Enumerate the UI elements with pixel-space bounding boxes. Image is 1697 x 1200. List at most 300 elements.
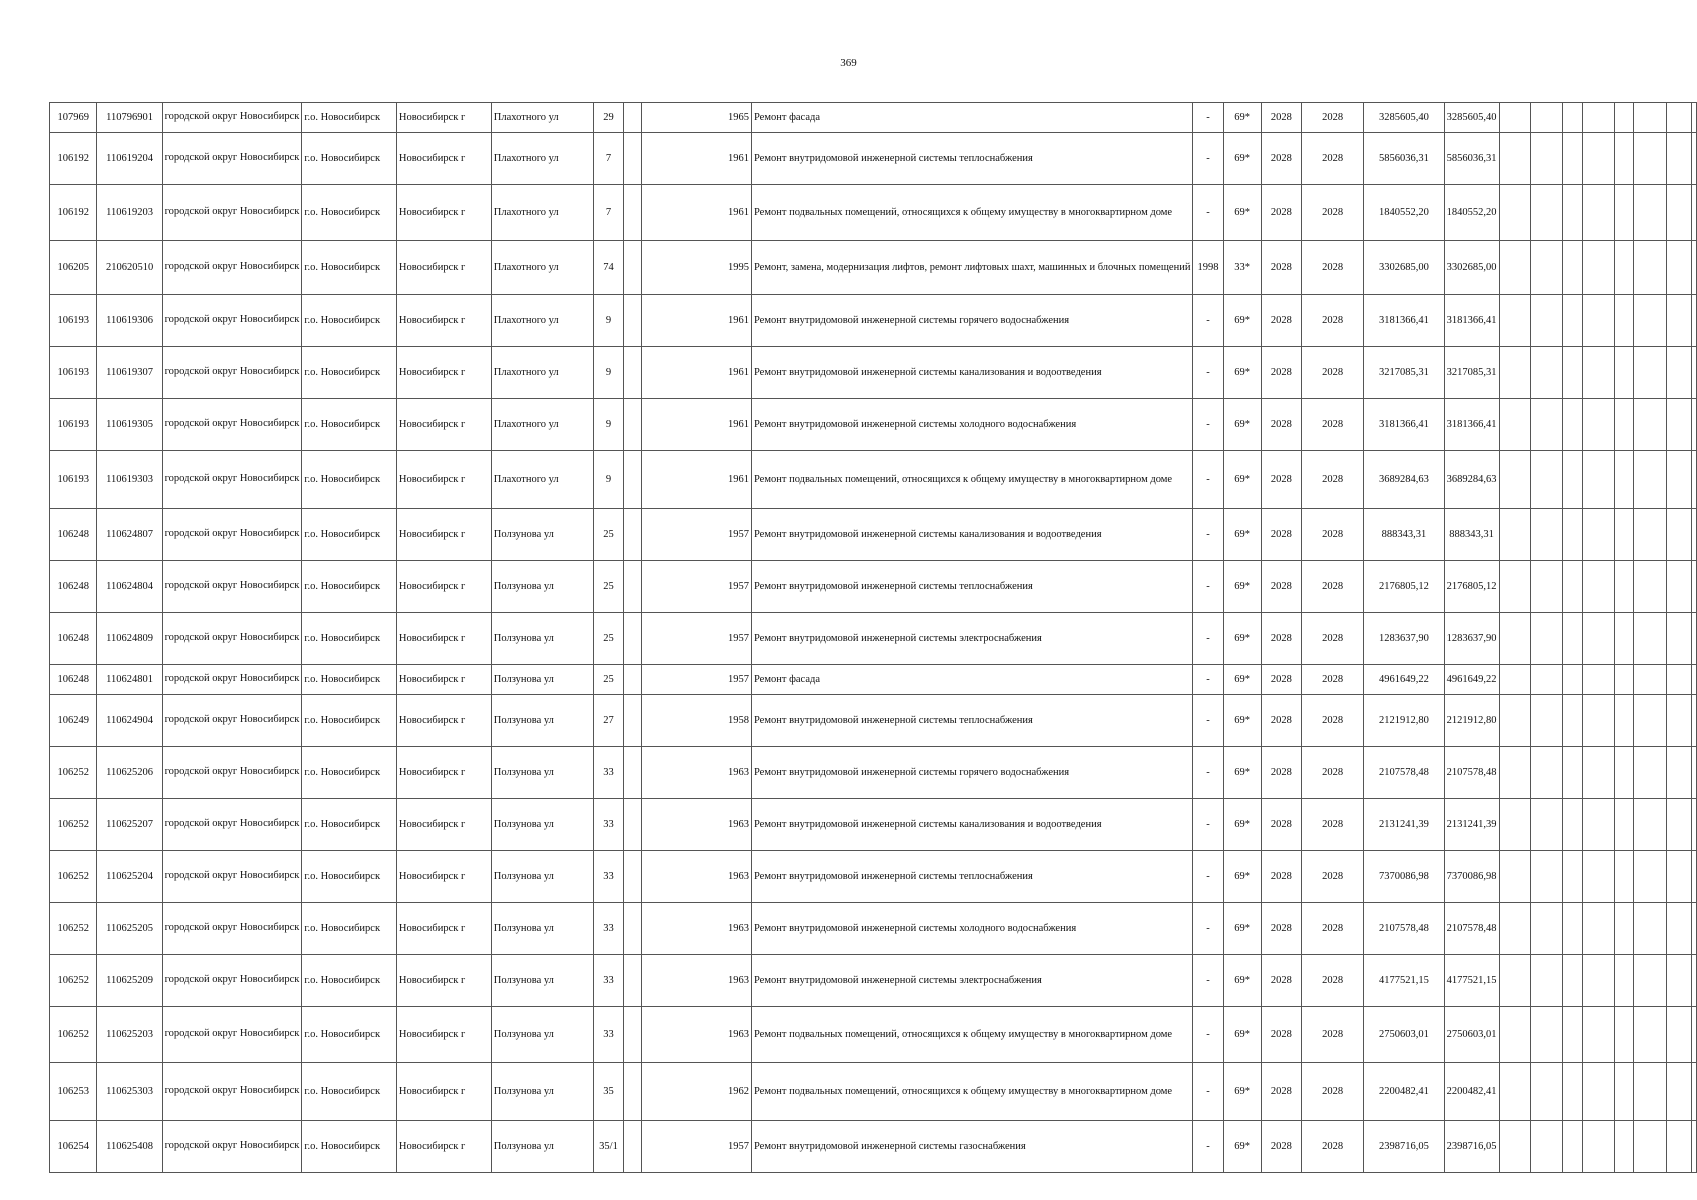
cell-work-type: Ремонт внутридомовой инженерной системы электроснабжения bbox=[751, 613, 1192, 665]
cell-empty bbox=[1562, 103, 1582, 133]
table-row bbox=[50, 695, 1697, 747]
cell-empty bbox=[1692, 399, 1697, 451]
cell-object-id: 106192 bbox=[50, 185, 97, 241]
cell-empty bbox=[1614, 613, 1634, 665]
table-row bbox=[50, 665, 1697, 695]
cell-building bbox=[623, 903, 641, 955]
cell-street: Плахотного ул bbox=[491, 185, 594, 241]
cell-empty bbox=[1562, 1007, 1582, 1063]
table-row bbox=[50, 1121, 1697, 1173]
cell-plan-year: 2028 bbox=[1261, 695, 1301, 747]
cell-last-repair-year: - bbox=[1193, 451, 1223, 509]
cell-empty bbox=[1634, 347, 1667, 399]
cell-municipal-district: городской округ Новосибирск bbox=[162, 241, 302, 295]
cell-total-cost: 2121912,80 bbox=[1444, 695, 1499, 747]
cell-house-number: 25 bbox=[594, 561, 623, 613]
cell-object-id: 106252 bbox=[50, 1007, 97, 1063]
cell-building bbox=[623, 1007, 641, 1063]
cell-empty bbox=[1634, 561, 1667, 613]
cell-empty bbox=[1667, 695, 1692, 747]
cell-street: Ползунова ул bbox=[491, 509, 594, 561]
cell-building bbox=[623, 955, 641, 1007]
cell-city: Новосибирск г bbox=[396, 799, 491, 851]
cell-empty bbox=[1614, 399, 1634, 451]
page-number: 369 bbox=[840, 57, 857, 69]
cell-cost: 3285605,40 bbox=[1364, 103, 1444, 133]
cell-empty bbox=[1614, 185, 1634, 241]
cell-empty bbox=[1582, 347, 1614, 399]
cell-street: Ползунова ул bbox=[491, 747, 594, 799]
cell-object-id: 106252 bbox=[50, 955, 97, 1007]
cell-work-type: Ремонт внутридомовой инженерной системы канализования и водоотведения bbox=[751, 509, 1192, 561]
cell-empty bbox=[1531, 799, 1563, 851]
cell-empty bbox=[1582, 295, 1614, 347]
cell-municipal-district: городской округ Новосибирск bbox=[162, 133, 302, 185]
cell-object-id: 106252 bbox=[50, 747, 97, 799]
table-row bbox=[50, 1007, 1697, 1063]
cell-build-year: 1963 bbox=[641, 799, 751, 851]
cell-total-cost: 3689284,63 bbox=[1444, 451, 1499, 509]
cell-work-code: 110625204 bbox=[97, 851, 162, 903]
cell-build-year: 1962 bbox=[641, 1063, 751, 1121]
register-table bbox=[49, 102, 1697, 1173]
cell-cost: 2131241,39 bbox=[1364, 799, 1444, 851]
cell-settlement: г.о. Новосибирск bbox=[302, 955, 397, 1007]
cell-city: Новосибирск г bbox=[396, 561, 491, 613]
cell-fact-year: 2028 bbox=[1301, 561, 1363, 613]
cell-work-code: 110619303 bbox=[97, 451, 162, 509]
cell-empty bbox=[1562, 295, 1582, 347]
cell-empty bbox=[1667, 347, 1692, 399]
cell-object-id: 106248 bbox=[50, 561, 97, 613]
cell-settlement: г.о. Новосибирск bbox=[302, 561, 397, 613]
cell-settlement: г.о. Новосибирск bbox=[302, 347, 397, 399]
cell-empty bbox=[1614, 241, 1634, 295]
cell-city: Новосибирск г bbox=[396, 347, 491, 399]
cell-empty bbox=[1531, 747, 1563, 799]
cell-fact-year: 2028 bbox=[1301, 695, 1363, 747]
cell-empty bbox=[1499, 347, 1531, 399]
cell-build-year: 1963 bbox=[641, 851, 751, 903]
cell-empty bbox=[1692, 133, 1697, 185]
cell-empty bbox=[1692, 295, 1697, 347]
cell-city: Новосибирск г bbox=[396, 1007, 491, 1063]
cell-empty bbox=[1531, 451, 1563, 509]
cell-empty bbox=[1634, 185, 1667, 241]
cell-street: Ползунова ул bbox=[491, 665, 594, 695]
cell-empty bbox=[1614, 955, 1634, 1007]
cell-empty bbox=[1582, 103, 1614, 133]
cell-empty bbox=[1614, 561, 1634, 613]
table-row bbox=[50, 955, 1697, 1007]
cell-empty bbox=[1582, 955, 1614, 1007]
cell-empty bbox=[1614, 747, 1634, 799]
cell-cost: 1283637,90 bbox=[1364, 613, 1444, 665]
cell-house-number: 7 bbox=[594, 185, 623, 241]
cell-empty bbox=[1614, 851, 1634, 903]
cell-empty bbox=[1582, 695, 1614, 747]
cell-object-id: 106252 bbox=[50, 851, 97, 903]
cell-plan-year: 2028 bbox=[1261, 613, 1301, 665]
cell-plan-year: 2028 bbox=[1261, 665, 1301, 695]
cell-empty bbox=[1531, 241, 1563, 295]
cell-empty bbox=[1614, 295, 1634, 347]
cell-empty bbox=[1692, 185, 1697, 241]
cell-empty bbox=[1667, 1063, 1692, 1121]
cell-empty bbox=[1667, 399, 1692, 451]
cell-wear: 69* bbox=[1223, 695, 1261, 747]
cell-building bbox=[623, 851, 641, 903]
cell-city: Новосибирск г bbox=[396, 509, 491, 561]
cell-municipal-district: городской округ Новосибирск bbox=[162, 799, 302, 851]
cell-total-cost: 3302685,00 bbox=[1444, 241, 1499, 295]
cell-house-number: 35/1 bbox=[594, 1121, 623, 1173]
cell-empty bbox=[1634, 451, 1667, 509]
cell-object-id: 106253 bbox=[50, 1063, 97, 1121]
cell-empty bbox=[1634, 695, 1667, 747]
cell-fact-year: 2028 bbox=[1301, 613, 1363, 665]
cell-city: Новосибирск г bbox=[396, 399, 491, 451]
cell-empty bbox=[1499, 509, 1531, 561]
cell-wear: 69* bbox=[1223, 1063, 1261, 1121]
cell-cost: 1840552,20 bbox=[1364, 185, 1444, 241]
cell-work-type: Ремонт фасада bbox=[751, 665, 1192, 695]
cell-total-cost: 3217085,31 bbox=[1444, 347, 1499, 399]
cell-empty bbox=[1562, 903, 1582, 955]
cell-work-code: 110619204 bbox=[97, 133, 162, 185]
cell-settlement: г.о. Новосибирск bbox=[302, 1063, 397, 1121]
cell-cost: 5856036,31 bbox=[1364, 133, 1444, 185]
cell-municipal-district: городской округ Новосибирск bbox=[162, 747, 302, 799]
cell-last-repair-year: - bbox=[1193, 695, 1223, 747]
cell-wear: 69* bbox=[1223, 103, 1261, 133]
cell-wear: 69* bbox=[1223, 561, 1261, 613]
cell-build-year: 1961 bbox=[641, 133, 751, 185]
cell-empty bbox=[1531, 133, 1563, 185]
cell-empty bbox=[1499, 903, 1531, 955]
cell-house-number: 33 bbox=[594, 799, 623, 851]
cell-empty bbox=[1692, 1007, 1697, 1063]
cell-settlement: г.о. Новосибирск bbox=[302, 399, 397, 451]
cell-house-number: 25 bbox=[594, 665, 623, 695]
cell-empty bbox=[1634, 955, 1667, 1007]
cell-wear: 69* bbox=[1223, 613, 1261, 665]
cell-cost: 3689284,63 bbox=[1364, 451, 1444, 509]
cell-empty bbox=[1531, 903, 1563, 955]
cell-empty bbox=[1531, 561, 1563, 613]
cell-municipal-district: городской округ Новосибирск bbox=[162, 347, 302, 399]
cell-empty bbox=[1531, 509, 1563, 561]
cell-plan-year: 2028 bbox=[1261, 185, 1301, 241]
cell-municipal-district: городской округ Новосибирск bbox=[162, 509, 302, 561]
cell-house-number: 35 bbox=[594, 1063, 623, 1121]
cell-empty bbox=[1562, 695, 1582, 747]
cell-fact-year: 2028 bbox=[1301, 399, 1363, 451]
cell-empty bbox=[1582, 851, 1614, 903]
cell-empty bbox=[1562, 399, 1582, 451]
cell-empty bbox=[1667, 451, 1692, 509]
cell-empty bbox=[1531, 1063, 1563, 1121]
cell-empty bbox=[1614, 1063, 1634, 1121]
cell-last-repair-year: - bbox=[1193, 399, 1223, 451]
cell-building bbox=[623, 747, 641, 799]
cell-street: Ползунова ул bbox=[491, 851, 594, 903]
cell-last-repair-year: - bbox=[1193, 747, 1223, 799]
cell-total-cost: 3181366,41 bbox=[1444, 399, 1499, 451]
cell-object-id: 106205 bbox=[50, 241, 97, 295]
cell-wear: 69* bbox=[1223, 903, 1261, 955]
cell-plan-year: 2028 bbox=[1261, 799, 1301, 851]
table-row bbox=[50, 451, 1697, 509]
cell-total-cost: 2176805,12 bbox=[1444, 561, 1499, 613]
cell-empty bbox=[1582, 133, 1614, 185]
cell-last-repair-year: - bbox=[1193, 1007, 1223, 1063]
cell-empty bbox=[1531, 1007, 1563, 1063]
cell-empty bbox=[1531, 185, 1563, 241]
cell-settlement: г.о. Новосибирск bbox=[302, 133, 397, 185]
cell-work-code: 110624804 bbox=[97, 561, 162, 613]
cell-empty bbox=[1582, 613, 1614, 665]
cell-object-id: 106248 bbox=[50, 613, 97, 665]
cell-empty bbox=[1531, 347, 1563, 399]
cell-municipal-district: городской округ Новосибирск bbox=[162, 103, 302, 133]
cell-fact-year: 2028 bbox=[1301, 747, 1363, 799]
cell-empty bbox=[1692, 1121, 1697, 1173]
table-row bbox=[50, 1063, 1697, 1121]
cell-empty bbox=[1499, 851, 1531, 903]
cell-build-year: 1957 bbox=[641, 509, 751, 561]
cell-settlement: г.о. Новосибирск bbox=[302, 665, 397, 695]
cell-plan-year: 2028 bbox=[1261, 955, 1301, 1007]
cell-empty bbox=[1531, 695, 1563, 747]
cell-empty bbox=[1667, 747, 1692, 799]
cell-empty bbox=[1499, 613, 1531, 665]
cell-empty bbox=[1667, 799, 1692, 851]
cell-empty bbox=[1667, 665, 1692, 695]
cell-work-type: Ремонт внутридомовой инженерной системы горячего водоснабжения bbox=[751, 295, 1192, 347]
cell-wear: 69* bbox=[1223, 185, 1261, 241]
cell-cost: 4961649,22 bbox=[1364, 665, 1444, 695]
cell-empty bbox=[1692, 695, 1697, 747]
cell-empty bbox=[1582, 1063, 1614, 1121]
cell-building bbox=[623, 103, 641, 133]
cell-municipal-district: городской округ Новосибирск bbox=[162, 185, 302, 241]
cell-work-code: 210620510 bbox=[97, 241, 162, 295]
cell-empty bbox=[1614, 665, 1634, 695]
cell-fact-year: 2028 bbox=[1301, 103, 1363, 133]
cell-plan-year: 2028 bbox=[1261, 451, 1301, 509]
cell-empty bbox=[1634, 665, 1667, 695]
cell-work-type: Ремонт внутридомовой инженерной системы теплоснабжения bbox=[751, 695, 1192, 747]
cell-empty bbox=[1562, 185, 1582, 241]
cell-build-year: 1963 bbox=[641, 955, 751, 1007]
cell-empty bbox=[1499, 747, 1531, 799]
cell-empty bbox=[1634, 747, 1667, 799]
cell-municipal-district: городской округ Новосибирск bbox=[162, 295, 302, 347]
cell-settlement: г.о. Новосибирск bbox=[302, 103, 397, 133]
cell-empty bbox=[1634, 399, 1667, 451]
cell-city: Новосибирск г bbox=[396, 955, 491, 1007]
cell-empty bbox=[1692, 903, 1697, 955]
cell-empty bbox=[1499, 451, 1531, 509]
cell-settlement: г.о. Новосибирск bbox=[302, 695, 397, 747]
cell-wear: 69* bbox=[1223, 451, 1261, 509]
cell-city: Новосибирск г bbox=[396, 185, 491, 241]
cell-plan-year: 2028 bbox=[1261, 1007, 1301, 1063]
cell-empty bbox=[1582, 665, 1614, 695]
cell-empty bbox=[1499, 561, 1531, 613]
cell-building bbox=[623, 133, 641, 185]
cell-empty bbox=[1667, 955, 1692, 1007]
cell-empty bbox=[1667, 561, 1692, 613]
cell-municipal-district: городской округ Новосибирск bbox=[162, 955, 302, 1007]
cell-plan-year: 2028 bbox=[1261, 133, 1301, 185]
cell-total-cost: 2107578,48 bbox=[1444, 903, 1499, 955]
cell-house-number: 29 bbox=[594, 103, 623, 133]
cell-settlement: г.о. Новосибирск bbox=[302, 509, 397, 561]
cell-work-type: Ремонт внутридомовой инженерной системы горячего водоснабжения bbox=[751, 747, 1192, 799]
table-row bbox=[50, 561, 1697, 613]
cell-empty bbox=[1531, 955, 1563, 1007]
cell-empty bbox=[1582, 1121, 1614, 1173]
cell-empty bbox=[1499, 1063, 1531, 1121]
cell-house-number: 9 bbox=[594, 451, 623, 509]
cell-empty bbox=[1562, 955, 1582, 1007]
cell-work-type: Ремонт фасада bbox=[751, 103, 1192, 133]
cell-cost: 3181366,41 bbox=[1364, 295, 1444, 347]
cell-total-cost: 4961649,22 bbox=[1444, 665, 1499, 695]
cell-empty bbox=[1582, 561, 1614, 613]
cell-empty bbox=[1531, 613, 1563, 665]
cell-city: Новосибирск г bbox=[396, 695, 491, 747]
cell-building bbox=[623, 665, 641, 695]
cell-fact-year: 2028 bbox=[1301, 295, 1363, 347]
cell-last-repair-year: - bbox=[1193, 799, 1223, 851]
cell-work-code: 110624801 bbox=[97, 665, 162, 695]
cell-empty bbox=[1499, 133, 1531, 185]
cell-total-cost: 888343,31 bbox=[1444, 509, 1499, 561]
cell-empty bbox=[1692, 955, 1697, 1007]
cell-work-code: 110624807 bbox=[97, 509, 162, 561]
cell-empty bbox=[1692, 561, 1697, 613]
cell-object-id: 106193 bbox=[50, 451, 97, 509]
cell-cost: 2107578,48 bbox=[1364, 903, 1444, 955]
cell-municipal-district: городской округ Новосибирск bbox=[162, 903, 302, 955]
cell-last-repair-year: - bbox=[1193, 1121, 1223, 1173]
cell-object-id: 106193 bbox=[50, 295, 97, 347]
cell-plan-year: 2028 bbox=[1261, 1121, 1301, 1173]
cell-empty bbox=[1499, 399, 1531, 451]
cell-empty bbox=[1692, 613, 1697, 665]
cell-empty bbox=[1614, 509, 1634, 561]
cell-build-year: 1961 bbox=[641, 451, 751, 509]
cell-street: Плахотного ул bbox=[491, 133, 594, 185]
cell-empty bbox=[1562, 799, 1582, 851]
cell-empty bbox=[1634, 613, 1667, 665]
cell-last-repair-year: - bbox=[1193, 561, 1223, 613]
cell-house-number: 9 bbox=[594, 399, 623, 451]
cell-city: Новосибирск г bbox=[396, 851, 491, 903]
cell-wear: 69* bbox=[1223, 747, 1261, 799]
cell-wear: 69* bbox=[1223, 133, 1261, 185]
cell-object-id: 106248 bbox=[50, 509, 97, 561]
cell-empty bbox=[1634, 799, 1667, 851]
cell-work-code: 110625207 bbox=[97, 799, 162, 851]
cell-empty bbox=[1499, 1121, 1531, 1173]
cell-build-year: 1957 bbox=[641, 561, 751, 613]
cell-municipal-district: городской округ Новосибирск bbox=[162, 1121, 302, 1173]
cell-empty bbox=[1692, 851, 1697, 903]
cell-fact-year: 2028 bbox=[1301, 133, 1363, 185]
cell-build-year: 1963 bbox=[641, 903, 751, 955]
cell-street: Ползунова ул bbox=[491, 903, 594, 955]
cell-city: Новосибирск г bbox=[396, 133, 491, 185]
cell-settlement: г.о. Новосибирск bbox=[302, 613, 397, 665]
cell-wear: 69* bbox=[1223, 347, 1261, 399]
cell-house-number: 33 bbox=[594, 747, 623, 799]
cell-empty bbox=[1692, 1063, 1697, 1121]
cell-street: Плахотного ул bbox=[491, 295, 594, 347]
cell-wear: 33* bbox=[1223, 241, 1261, 295]
cell-cost: 4177521,15 bbox=[1364, 955, 1444, 1007]
cell-last-repair-year: - bbox=[1193, 1063, 1223, 1121]
cell-municipal-district: городской округ Новосибирск bbox=[162, 665, 302, 695]
cell-empty bbox=[1667, 1121, 1692, 1173]
cell-work-code: 110625205 bbox=[97, 903, 162, 955]
cell-empty bbox=[1562, 241, 1582, 295]
cell-settlement: г.о. Новосибирск bbox=[302, 241, 397, 295]
cell-empty bbox=[1582, 509, 1614, 561]
cell-building bbox=[623, 295, 641, 347]
cell-plan-year: 2028 bbox=[1261, 295, 1301, 347]
cell-last-repair-year: - bbox=[1193, 851, 1223, 903]
cell-empty bbox=[1614, 133, 1634, 185]
cell-cost: 2750603,01 bbox=[1364, 1007, 1444, 1063]
cell-city: Новосибирск г bbox=[396, 903, 491, 955]
cell-work-type: Ремонт внутридомовой инженерной системы теплоснабжения bbox=[751, 851, 1192, 903]
cell-empty bbox=[1562, 1121, 1582, 1173]
cell-wear: 69* bbox=[1223, 851, 1261, 903]
cell-empty bbox=[1582, 399, 1614, 451]
cell-work-type: Ремонт подвальных помещений, относящихся к общему имуществу в многоквартирном доме bbox=[751, 451, 1192, 509]
cell-empty bbox=[1499, 695, 1531, 747]
cell-empty bbox=[1667, 509, 1692, 561]
cell-work-code: 110619306 bbox=[97, 295, 162, 347]
cell-building bbox=[623, 451, 641, 509]
cell-house-number: 9 bbox=[594, 295, 623, 347]
cell-fact-year: 2028 bbox=[1301, 955, 1363, 1007]
cell-building bbox=[623, 399, 641, 451]
table-row bbox=[50, 103, 1697, 133]
cell-work-code: 110619305 bbox=[97, 399, 162, 451]
cell-empty bbox=[1582, 1007, 1614, 1063]
cell-work-code: 110624904 bbox=[97, 695, 162, 747]
cell-municipal-district: городской округ Новосибирск bbox=[162, 613, 302, 665]
cell-city: Новосибирск г bbox=[396, 613, 491, 665]
cell-total-cost: 1283637,90 bbox=[1444, 613, 1499, 665]
cell-building bbox=[623, 241, 641, 295]
cell-wear: 69* bbox=[1223, 1007, 1261, 1063]
table-row bbox=[50, 399, 1697, 451]
cell-city: Новосибирск г bbox=[396, 1063, 491, 1121]
cell-last-repair-year: - bbox=[1193, 103, 1223, 133]
cell-empty bbox=[1692, 241, 1697, 295]
cell-building bbox=[623, 613, 641, 665]
cell-empty bbox=[1692, 103, 1697, 133]
cell-house-number: 25 bbox=[594, 613, 623, 665]
cell-empty bbox=[1531, 665, 1563, 695]
cell-plan-year: 2028 bbox=[1261, 903, 1301, 955]
